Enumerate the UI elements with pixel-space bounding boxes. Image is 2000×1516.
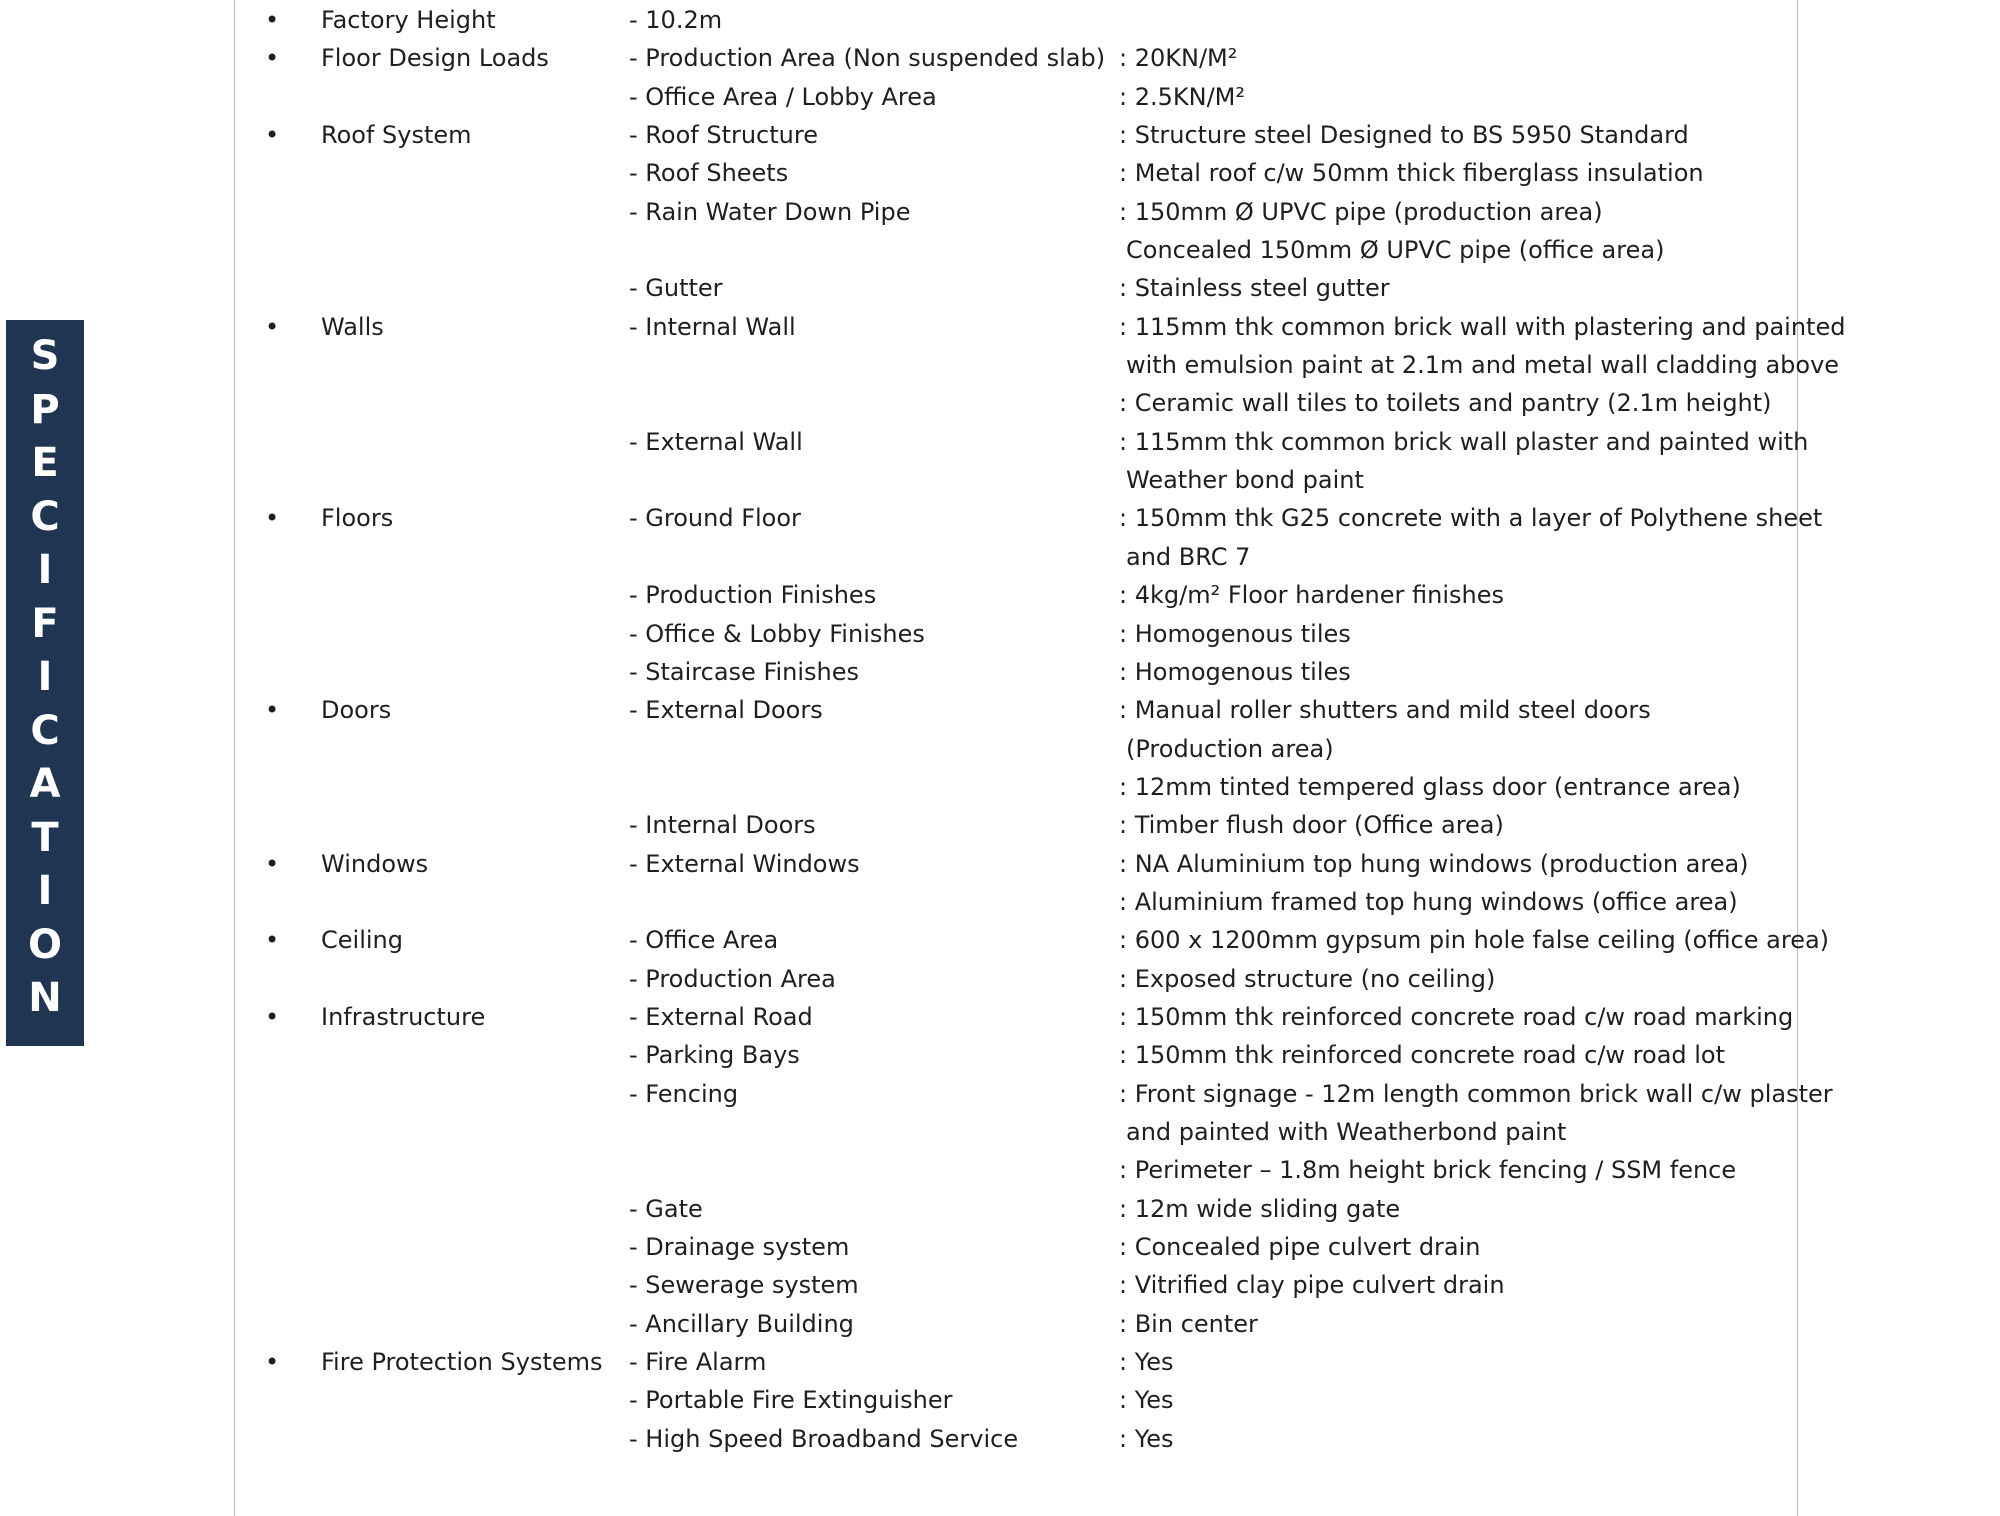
- bullet-icon: [265, 691, 279, 729]
- spec-row: [235, 1228, 1797, 1266]
- spec-item: - Fencing: [629, 1079, 739, 1108]
- side-tab-letter: A: [29, 761, 61, 807]
- spec-value: : Perimeter – 1.8m height brick fencing / SSM fence: [1119, 1156, 1737, 1185]
- bullet-icon: [265, 39, 279, 77]
- specification-side-tab: [6, 320, 84, 1046]
- spec-value: : Manual roller shutters and mild steel doors: [1119, 696, 1651, 725]
- spec-row: [235, 1343, 1797, 1381]
- spec-value: : Ceramic wall tiles to toilets and pantry (2.1m height): [1119, 389, 1772, 418]
- side-tab-letter: I: [37, 654, 53, 700]
- spec-item: - External Wall: [629, 427, 803, 456]
- spec-row: [235, 576, 1797, 614]
- spec-row: [235, 269, 1797, 307]
- spec-item: - Rain Water Down Pipe: [629, 197, 911, 226]
- spec-item: - Roof Sheets: [629, 159, 789, 188]
- spec-item: - External Doors: [629, 696, 823, 725]
- spec-value: : 600 x 1200mm gypsum pin hole false ceiling (office area): [1119, 926, 1830, 955]
- spec-item: - Production Area: [629, 964, 836, 993]
- spec-value: : Timber flush door (Office area): [1119, 811, 1504, 840]
- spec-item: - Parking Bays: [629, 1041, 800, 1070]
- spec-item: - External Windows: [629, 849, 860, 878]
- spec-row: [235, 1, 1797, 39]
- spec-row: [235, 653, 1797, 691]
- side-tab-letter: P: [30, 386, 60, 433]
- spec-value: and painted with Weatherbond paint: [1126, 1117, 1567, 1146]
- spec-row: [235, 921, 1830, 959]
- spec-category: Floors: [321, 504, 394, 533]
- bullet-icon: [265, 308, 279, 346]
- spec-row: [235, 499, 1823, 537]
- spec-row: [235, 1075, 1833, 1113]
- spec-value: : Yes: [1119, 1424, 1174, 1453]
- spec-value: : 4kg/m² Floor hardener finishes: [1119, 581, 1504, 610]
- spec-row: [235, 39, 1797, 77]
- side-tab-letter: E: [31, 440, 59, 486]
- spec-item: - Gutter: [629, 274, 723, 303]
- spec-value: : Bin center: [1119, 1309, 1258, 1338]
- spec-value: : Aluminium framed top hung windows (office area): [1119, 887, 1738, 916]
- spec-row: [235, 193, 1797, 231]
- spec-row: [235, 423, 1809, 461]
- spec-value: : Concealed pipe culvert drain: [1119, 1233, 1481, 1261]
- spec-value: : 20KN/M²: [1119, 44, 1238, 73]
- spec-row: [235, 1113, 1797, 1151]
- spec-row: [235, 538, 1797, 576]
- side-tab-letter: I: [37, 547, 53, 593]
- spec-item: - 10.2m: [629, 6, 723, 34]
- specification-sheet: [234, 0, 1846, 1516]
- spec-value: : Yes: [1119, 1386, 1174, 1415]
- spec-item: - Portable Fire Extinguisher: [629, 1386, 953, 1415]
- spec-category: Infrastructure: [321, 1002, 486, 1031]
- spec-row: [235, 998, 1797, 1036]
- spec-item: - Office Area: [629, 926, 779, 955]
- spec-row: [235, 691, 1797, 729]
- spec-category: Factory Height: [321, 6, 496, 34]
- spec-value: : Metal roof c/w 50mm thick fiberglass insulation: [1119, 159, 1704, 188]
- spec-row: [235, 1381, 1797, 1419]
- spec-category: Walls: [321, 312, 384, 341]
- spec-category: Doors: [321, 696, 392, 725]
- bullet-icon: [265, 998, 279, 1036]
- spec-value: : Homogenous tiles: [1119, 657, 1351, 686]
- spec-value: Concealed 150mm Ø UPVC pipe (office area): [1126, 236, 1665, 265]
- spec-value: : Stainless steel gutter: [1119, 274, 1390, 303]
- spec-row: [235, 615, 1797, 653]
- spec-value: : 2.5KN/M²: [1119, 82, 1245, 111]
- spec-row: [235, 384, 1797, 422]
- spec-value: : 150mm Ø UPVC pipe (production area): [1119, 197, 1603, 226]
- side-tab-letter: O: [27, 921, 62, 968]
- spec-category: Floor Design Loads: [321, 44, 549, 73]
- spec-value: : 12mm tinted tempered glass door (entrance area): [1119, 772, 1741, 801]
- bullet-icon: [265, 1343, 279, 1381]
- spec-row: [235, 960, 1797, 998]
- spec-list: [235, 1, 1846, 1458]
- spec-value: : Homogenous tiles: [1119, 619, 1351, 648]
- bullet-icon: [265, 116, 279, 154]
- side-tab-letter: F: [31, 600, 59, 647]
- spec-item: - Drainage system: [629, 1233, 850, 1261]
- side-tab-letter: C: [30, 707, 60, 754]
- spec-row: [235, 308, 1846, 346]
- spec-item: - Office & Lobby Finishes: [629, 619, 925, 648]
- spec-row: [235, 1420, 1797, 1458]
- spec-value: with emulsion paint at 2.1m and metal wall cladding above: [1126, 351, 1840, 380]
- spec-row: [235, 346, 1840, 384]
- spec-item: - Production Finishes: [629, 581, 877, 610]
- side-tab-letter: T: [31, 814, 59, 861]
- spec-value: : 150mm thk G25 concrete with a layer of Polythene sheet: [1119, 504, 1823, 533]
- spec-row: [235, 154, 1797, 192]
- spec-item: - Roof Structure: [629, 121, 818, 150]
- spec-value: : 150mm thk reinforced concrete road c/w road lot: [1119, 1041, 1726, 1070]
- spec-row: [235, 1151, 1797, 1189]
- spec-row: [235, 845, 1797, 883]
- spec-value: : 115mm thk common brick wall plaster and painted with: [1119, 427, 1809, 456]
- spec-category: Windows: [321, 849, 429, 878]
- spec-row: [235, 231, 1797, 269]
- spec-item: - Ground Floor: [629, 504, 801, 533]
- spec-value: : Vitrified clay pipe culvert drain: [1119, 1271, 1505, 1300]
- spec-item: - Staircase Finishes: [629, 657, 860, 686]
- spec-row: [235, 730, 1797, 768]
- bullet-icon: [265, 921, 279, 959]
- spec-item: - Gate: [629, 1194, 703, 1223]
- side-tab-letter: C: [30, 493, 60, 540]
- spec-item: - Fire Alarm: [629, 1348, 767, 1377]
- spec-value: : Front signage - 12m length common brick wall c/w plaster: [1119, 1079, 1833, 1108]
- spec-row: [235, 1190, 1797, 1228]
- spec-value: : NA Aluminium top hung windows (production area): [1119, 849, 1749, 878]
- spec-item: - Internal Wall: [629, 312, 796, 341]
- spec-item: - Office Area / Lobby Area: [629, 82, 937, 111]
- spec-row: [235, 883, 1797, 921]
- spec-item: - Sewerage system: [629, 1271, 859, 1300]
- spec-row: [235, 116, 1797, 154]
- spec-category: Roof System: [321, 121, 472, 150]
- spec-value: : 115mm thk common brick wall with plastering and painted: [1119, 312, 1846, 341]
- spec-item: - External Road: [629, 1002, 813, 1031]
- spec-item: - High Speed Broadband Service: [629, 1424, 1019, 1453]
- spec-item: - Ancillary Building: [629, 1309, 854, 1338]
- side-tab-letter: I: [37, 868, 53, 914]
- spec-item: - Production Area (Non suspended slab): [629, 44, 1106, 73]
- side-tab-letter: N: [28, 975, 62, 1021]
- spec-row: [235, 1036, 1797, 1074]
- spec-value: Weather bond paint: [1126, 466, 1364, 495]
- spec-item: - Internal Doors: [629, 811, 816, 840]
- spec-row: [235, 768, 1797, 806]
- spec-row: [235, 461, 1797, 499]
- spec-row: [235, 78, 1797, 116]
- spec-category: Ceiling: [321, 926, 403, 955]
- bullet-icon: [265, 499, 279, 537]
- side-tab-letter: S: [30, 333, 60, 379]
- spec-value: : 150mm thk reinforced concrete road c/w road marking: [1119, 1002, 1794, 1031]
- spec-value: : Exposed structure (no ceiling): [1119, 964, 1496, 993]
- spec-value: and BRC 7: [1126, 542, 1251, 571]
- spec-value: : Structure steel Designed to BS 5950 Standard: [1119, 121, 1689, 150]
- spec-value: (Production area): [1126, 734, 1334, 763]
- spec-row: [235, 806, 1797, 844]
- spec-category: Fire Protection Systems: [321, 1348, 603, 1377]
- spec-row: [235, 1266, 1797, 1304]
- spec-row: [235, 1305, 1797, 1343]
- spec-value: : Yes: [1119, 1348, 1174, 1377]
- spec-value: : 12m wide sliding gate: [1119, 1194, 1401, 1223]
- bullet-icon: [265, 845, 279, 883]
- bullet-icon: [265, 1, 279, 39]
